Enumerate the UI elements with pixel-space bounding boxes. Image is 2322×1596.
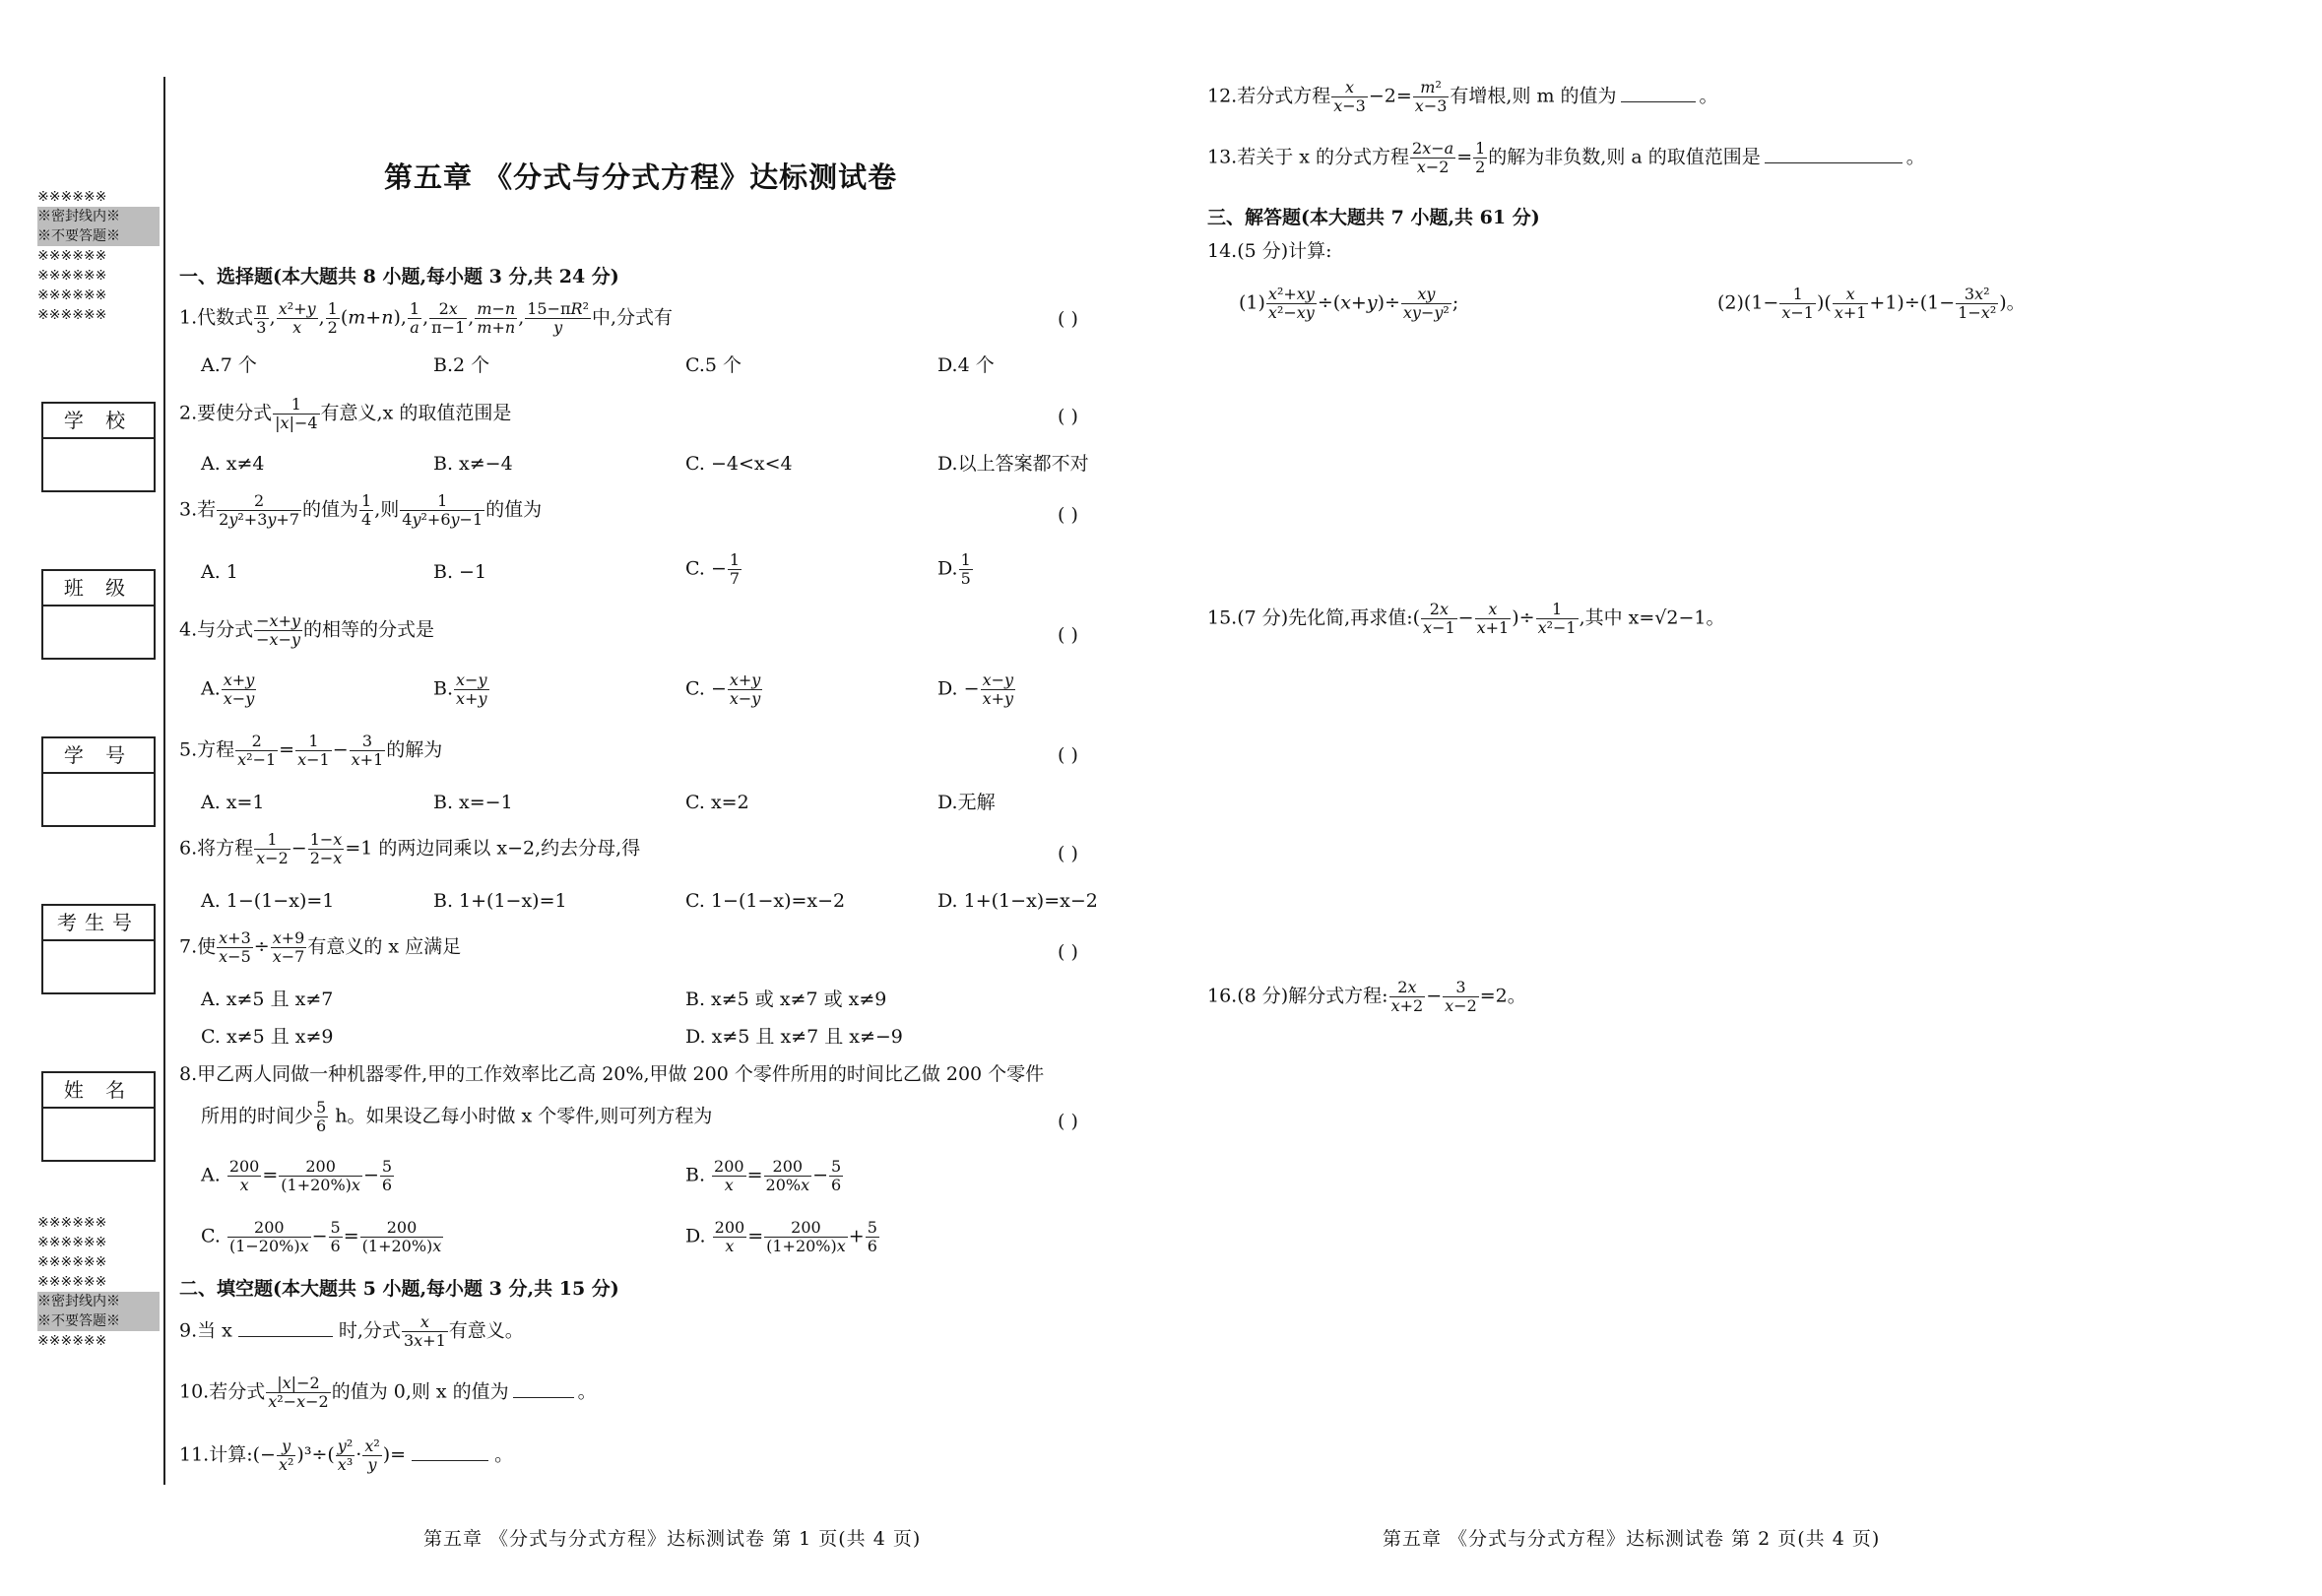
q3-option-d[interactable]: D. $\frac{1}{5}$ xyxy=(937,550,971,588)
q8-option-b[interactable]: B. $\frac{200}{x}$ = $\frac{200}{20\%x}$ − $\frac{5}{6}$ xyxy=(685,1157,842,1194)
question-11: 11.计算:(− $\frac{y}{\text{x²}}$ )³÷( $\frac{\text{y²}}{\text{x³}}$ · $\frac{\text{x²}}{y}$ )= 。 xyxy=(179,1436,514,1474)
answer-blank-13[interactable] xyxy=(1765,145,1903,163)
section-heading-choice: 一、选择题(本大题共 8 小题,每小题 3 分,共 24 分) xyxy=(179,266,619,287)
footer-page-1: 第五章 《分式与分式方程》达标测试卷 第 1 页(共 4 页) xyxy=(423,1528,922,1550)
q1-option-b[interactable]: B.2 个 xyxy=(433,354,490,376)
q4-option-a[interactable]: A. $\frac{x+y}{x-y}$ xyxy=(201,670,255,708)
q4-option-c[interactable]: C. − $\frac{x+y}{x-y}$ xyxy=(685,670,761,708)
question-14-part2: (2)(1− $\frac{1}{x-1}$ )( $\frac{x}{x+1}$ +1)÷(1− $\frac{\text{3x²}}{\text{1−x²}}$ )。 xyxy=(1717,285,2026,322)
answer-paren-4[interactable]: ( ) xyxy=(1058,624,1078,646)
q8-option-a[interactable]: A. $\frac{200}{x}$ = $\frac{200}{(1+20\%)x}$ − $\frac{5}{6}$ xyxy=(201,1157,393,1194)
page-title: 第五章 《分式与分式方程》达标测试卷 xyxy=(384,160,898,194)
q2-option-d[interactable]: D.以上答案都不对 xyxy=(937,453,1089,475)
name-field[interactable]: 姓 名 xyxy=(41,1071,156,1162)
question-3: 3.若 $\frac{2}{\text{2y²+3y+7}}$ 的值为 $\frac{1}{4}$ ,则 $\frac{1}{\text{4y²+6y−1}}$ 的值为 xyxy=(179,491,543,529)
binding-line xyxy=(163,77,165,1485)
question-15: 15.(7 分)先化简,再求值:( $\frac{2x}{x-1}$ − $\frac{x}{x+1}$ )÷ $\frac{1}{\text{x²−1}}$ ,其中 x=√2−1。 xyxy=(1207,600,1725,637)
student-number-field[interactable]: 学 号 xyxy=(41,736,156,827)
question-12: 12.若分式方程 $\frac{x}{x-3}$ −2= $\frac{\text{m²}}{x-3}$ 有增根,则 m 的值为 。 xyxy=(1207,78,1718,115)
section-heading-fill: 二、填空题(本大题共 5 小题,每小题 3 分,共 15 分) xyxy=(179,1278,619,1300)
question-1: 1.代数式 $\frac{\pi}{3}$ , $\frac{\text{x²+y}}{x}$ , $\frac{1}{2}$ (m+n), $\frac{1}{a}$ , $\frac{2x}{\pi-1}$ , $\frac{m-n}{m+n}$ , $\frac{\text{15−πR²}}{y}$ 中,分式有 xyxy=(179,299,674,337)
seal-warning-bottom: ※※※※※※ ※※※※※※ ※※※※※※ ※※※※※※ ※密封线内※ ※不要答题※ ※※※※※※ xyxy=(37,1213,160,1351)
answer-paren-1[interactable]: ( ) xyxy=(1058,308,1078,330)
q7-option-a[interactable]: A. x≠5 且 x≠7 xyxy=(201,989,334,1010)
q5-option-b[interactable]: B. x=−1 xyxy=(433,792,513,813)
question-5: 5.方程 $\frac{2}{\text{x²−1}}$ = $\frac{1}{x-1}$ − $\frac{3}{x+1}$ 的解为 xyxy=(179,732,443,769)
exam-number-field[interactable]: 考生号 xyxy=(41,904,156,994)
class-field[interactable]: 班 级 xyxy=(41,569,156,660)
section-heading-solve: 三、解答题(本大题共 7 小题,共 61 分) xyxy=(1207,207,1540,228)
q5-option-a[interactable]: A. x=1 xyxy=(201,792,265,813)
answer-blank-11[interactable] xyxy=(412,1442,488,1461)
q6-option-c[interactable]: C. 1−(1−x)=x−2 xyxy=(685,890,846,912)
question-6: 6.将方程 $\frac{1}{x-2}$ − $\frac{1-x}{2-x}$ =1 的两边同乘以 x−2,约去分母,得 xyxy=(179,830,641,867)
answer-paren-8[interactable]: ( ) xyxy=(1058,1111,1078,1132)
q7-option-c[interactable]: C. x≠5 且 x≠9 xyxy=(201,1026,334,1048)
answer-blank-9[interactable] xyxy=(238,1318,333,1337)
answer-paren-7[interactable]: ( ) xyxy=(1058,941,1078,963)
q7-option-b[interactable]: B. x≠5 或 x≠7 或 x≠9 xyxy=(685,989,887,1010)
answer-paren-2[interactable]: ( ) xyxy=(1058,406,1078,427)
question-14-part1: (1) $\frac{\text{x²+xy}}{\text{x²−xy}}$ ÷(x+y)÷ $\frac{xy}{\text{xy−y²}}$ ; xyxy=(1239,285,1459,322)
answer-paren-3[interactable]: ( ) xyxy=(1058,504,1078,526)
answer-blank-12[interactable] xyxy=(1621,84,1696,102)
q4-option-b[interactable]: B. $\frac{x-y}{x+y}$ xyxy=(433,670,487,708)
q3-option-c[interactable]: C. − $\frac{1}{7}$ xyxy=(685,550,741,588)
seal-warning-top: ※※※※※※ ※密封线内※ ※不要答题※ ※※※※※※ ※※※※※※ ※※※※※※ ※※※※※※ xyxy=(37,187,160,325)
q4-option-d[interactable]: D. − $\frac{x-y}{x+y}$ xyxy=(937,670,1014,708)
q1-option-d[interactable]: D.4 个 xyxy=(937,354,995,376)
school-field[interactable]: 学 校 xyxy=(41,402,156,492)
q7-option-d[interactable]: D. x≠5 且 x≠7 且 x≠−9 xyxy=(685,1026,903,1048)
question-8-line1: 8.甲乙两人同做一种机器零件,甲的工作效率比乙高 20%,甲做 200 个零件所用的时间比乙做 200 个零件 xyxy=(179,1063,1045,1085)
question-8-line2: 所用的时间少 $\frac{5}{6}$ h。如果设乙每小时做 x 个零件,则可列方程为 xyxy=(201,1098,713,1135)
q3-option-a[interactable]: A. 1 xyxy=(201,561,238,583)
question-2: 2.要使分式 $\frac{1}{|x|-4}$ 有意义,x 的取值范围是 xyxy=(179,395,512,432)
question-4: 4.与分式 $\frac{-x+y}{-x-y}$ 的相等的分式是 xyxy=(179,611,435,649)
question-14: 14.(5 分)计算: xyxy=(1207,240,1332,262)
answer-paren-6[interactable]: ( ) xyxy=(1058,843,1078,864)
q1-option-c[interactable]: C.5 个 xyxy=(685,354,742,376)
question-13: 13.若关于 x 的分式方程 $\frac{2x-a}{x-2}$ = $\frac{1}{2}$ 的解为非负数,则 a 的取值范围是 。 xyxy=(1207,139,1925,176)
q5-option-c[interactable]: C. x=2 xyxy=(685,792,749,813)
q5-option-d[interactable]: D.无解 xyxy=(937,792,996,813)
q6-option-a[interactable]: A. 1−(1−x)=1 xyxy=(201,890,335,912)
q2-option-c[interactable]: C. −4<x<4 xyxy=(685,453,793,475)
question-7: 7.使 $\frac{x+3}{x-5}$ ÷ $\frac{x+9}{x-7}$ 有意义的 x 应满足 xyxy=(179,928,462,966)
q1-option-a[interactable]: A.7 个 xyxy=(201,354,257,376)
q6-option-d[interactable]: D. 1+(1−x)=x−2 xyxy=(937,890,1098,912)
q8-option-c[interactable]: C. $\frac{200}{(1-20\%)x}$ − $\frac{5}{6}$ = $\frac{200}{(1+20\%)x}$ xyxy=(201,1218,442,1255)
q6-option-b[interactable]: B. 1+(1−x)=1 xyxy=(433,890,567,912)
q3-option-b[interactable]: B. −1 xyxy=(433,561,487,583)
answer-paren-5[interactable]: ( ) xyxy=(1058,744,1078,766)
question-10: 10.若分式 $\frac{|x|-2}{\text{x²−x−2}}$ 的值为 0,则 x 的值为 。 xyxy=(179,1373,597,1411)
q2-option-a[interactable]: A. x≠4 xyxy=(201,453,265,475)
answer-blank-10[interactable] xyxy=(513,1379,574,1398)
q2-option-b[interactable]: B. x≠−4 xyxy=(433,453,513,475)
footer-page-2: 第五章 《分式与分式方程》达标测试卷 第 2 页(共 4 页) xyxy=(1383,1528,1881,1550)
question-9: 9.当 x 时,分式 $\frac{x}{3x+1}$ 有意义。 xyxy=(179,1312,524,1350)
q8-option-d[interactable]: D. $\frac{200}{x}$ = $\frac{200}{(1+20\%)x}$ + $\frac{5}{6}$ xyxy=(685,1218,877,1255)
question-16: 16.(8 分)解分式方程: $\frac{2x}{x+2}$ − $\frac{3}{x-2}$ =2。 xyxy=(1207,978,1526,1015)
